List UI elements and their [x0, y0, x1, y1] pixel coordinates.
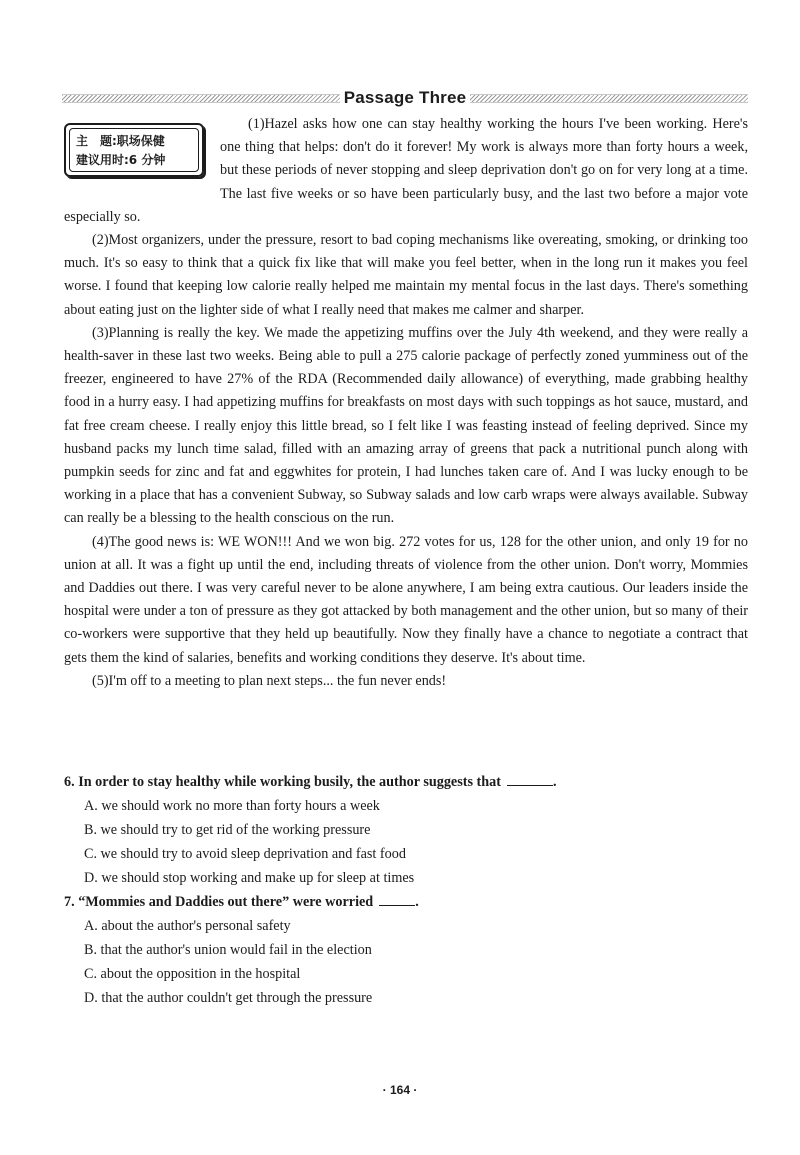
- passage-header: [62, 86, 748, 110]
- question-6-option-a: A. we should work no more than forty hours a week: [84, 798, 380, 814]
- page-number: · 164 ·: [382, 1083, 418, 1097]
- question-7-end: .: [415, 894, 419, 910]
- passage-text: [64, 113, 748, 693]
- question-6-text: 6. In order to stay healthy while working busily, the author suggests that: [64, 774, 501, 790]
- topic-box-spacer: [64, 113, 220, 205]
- topic-time: 建议用时:6 分钟: [76, 153, 166, 167]
- question-7-stem: [64, 890, 748, 914]
- topic-theme: 主 题:职场保健: [76, 134, 165, 148]
- paragraph-3: (3)Planning is really the key. We made the appetizing muffins over the July 4th weekend, and they were really a health-saver in these last two weeks. Being able to pull a 275 calorie package of perfectly zoned yumminess out of the freezer, engineered to have 27% of the RDA (Recommended daily allowance) of everything, made grabbing healthy food in a hurry easy. I had appetizing muffins for breakfasts on most days with such toppings as hot sauce, mustard, and fat free cream cheese. I really enjoy this little bread, so I felt like I was feasting instead of feeling deprived. Since my husband packs my lunch time salad, filled with an amazing array of greens that pack a nutritional punch along with pumpkin seeds for zinc and fat and eggwhites for protein, I had lunches taken care of. And I was lucky enough to be working in a place that has a convenient Subway, so Subway salads and low carb wraps were always available. Subway can really be a blessing to the health conscious on the run.: [64, 324, 748, 527]
- question-list: [64, 770, 748, 1010]
- header-stripe-right: [470, 94, 748, 103]
- question-7-option-a: A. about the author's personal safety: [84, 918, 291, 934]
- question-7-option-b: B. that the author's union would fail in the election: [84, 942, 372, 958]
- answer-blank: [379, 891, 415, 906]
- question-6-option-d: D. we should stop working and make up for sleep at times: [84, 870, 415, 886]
- paragraph-4: (4)The good news is: WE WON!!! And we won big. 272 votes for us, 128 for the other union, and only 19 for no union at all. It was a fight up until the end, including threats of violence from the other union. Don't worry, Mommies and Daddies out there. I was very careful never to be alone anywhere, I am being extra cautious. Our leaders inside the hospital were under a ton of pressure as they got attacked by both management and the other union, but so many of their co-workers were supportive that they held up beautifully. Now they finally have a chance to negotiate a contract that gets them the kind of salaries, benefits and working conditions they deserve. It's about time.: [64, 533, 748, 666]
- question-6-end: .: [552, 774, 557, 790]
- question-7-text: 7. “Mommies and Daddies out there” were worried: [64, 894, 374, 910]
- answer-blank: [507, 771, 553, 786]
- question-7-option-d: D. that the author couldn't get through the pressure: [84, 990, 373, 1006]
- passage-title: Passage Three: [343, 88, 467, 107]
- paragraph-2: (2)Most organizers, under the pressure, resort to bad coping mechanisms like overeating, smoking, or drinking too much. It's so easy to think that a quick fix like that will make you feel better, when in the long run it makes you feel worse. I found that keeping low calorie really helped me maintain my mental focus in the last days. There's something about eating just on the lighter side of what I really need that makes me calmer and sharper.: [64, 232, 748, 318]
- question-6-option-c: C. we should try to avoid sleep deprivation and fast food: [84, 846, 406, 862]
- header-stripe-left: [62, 94, 340, 103]
- question-6-option-b: B. we should try to get rid of the working pressure: [84, 822, 371, 838]
- paragraph-1: (1)Hazel asks how one can stay healthy working the hours I've been working. Here's one thing that helps: don't do it forever! My work is always more than forty hours a week, but these periods of never stopping and sleep deprivation don't go on for very long at a time. The last five weeks or so have been particularly busy, and the last two before a major vote especially so.: [64, 116, 748, 225]
- question-7-option-c: C. about the opposition in the hospital: [84, 966, 301, 982]
- paragraph-5: (5)I'm off to a meeting to plan next steps... the fun never ends!: [92, 672, 447, 689]
- question-6-stem: [64, 770, 748, 794]
